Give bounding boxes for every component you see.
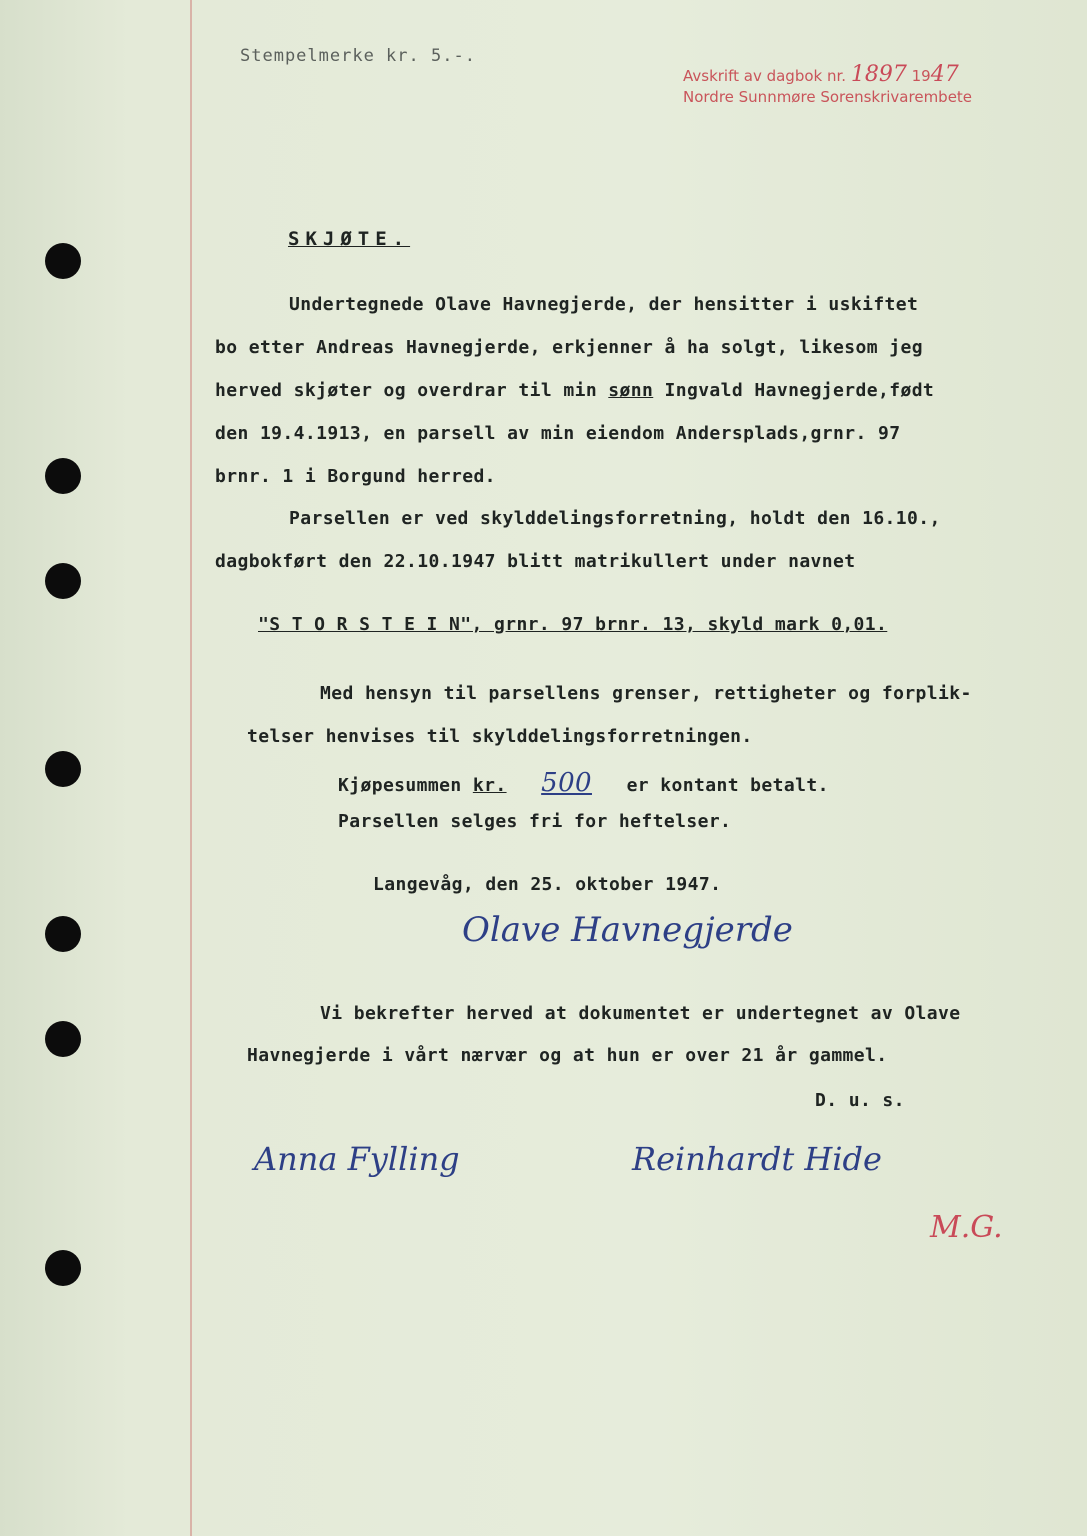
punch-hole (45, 751, 81, 787)
property-name-line: "S T O R S T E I N", grnr. 97 brnr. 13, skyld mark 0,01. (258, 614, 888, 635)
body-line: Parsellen er ved skylddelingsforretning, holdt den 16.10., (289, 508, 941, 529)
registry-office: Nordre Sunnmøre Sorenskrivarembete (683, 88, 973, 106)
punch-hole (45, 243, 81, 279)
body-line: den 19.4.1913, en parsell av min eiendom Andersplads,grnr. 97 (215, 423, 901, 444)
body-text: Ingvald Havnegjerde,født (653, 380, 935, 401)
body-line: Vi bekrefter herved at dokumentet er undertegnet av Olave (320, 1003, 961, 1024)
body-line: telser henvises til skylddelingsforretningen. (247, 726, 753, 747)
punch-hole (45, 1021, 81, 1057)
body-line: Parsellen selges fri for heftelser. (338, 811, 732, 832)
registry-stamp-line1 (683, 62, 959, 87)
clerk-initials: M.G. (930, 1210, 1003, 1245)
registry-year-suffix: 47 (930, 62, 959, 87)
stamp-duty-note: Stempelmerke kr. 5.-. (240, 46, 476, 66)
registry-label: Avskrift av dagbok nr. (683, 67, 847, 85)
body-text: herved skjøter og overdrar til min (215, 380, 609, 401)
body-line: Havnegjerde i vårt nærvær og at hun er over 21 år gammel. (247, 1045, 888, 1066)
body-line: Undertegnede Olave Havnegjerde, der hensitter i uskiftet (289, 294, 919, 315)
punch-hole (45, 916, 81, 952)
document-title: SKJØTE. (288, 228, 411, 250)
closing-abbrev: D. u. s. (815, 1090, 905, 1111)
seller-signature: Olave Havnegjerde (462, 910, 793, 950)
body-text: Kjøpesummen (338, 775, 473, 796)
body-line: brnr. 1 i Borgund herred. (215, 466, 496, 487)
body-line: dagbokført den 22.10.1947 blitt matrikullert under navnet (215, 551, 856, 572)
punch-hole (45, 1250, 81, 1286)
punch-hole (45, 563, 81, 599)
body-text: er kontant betalt. (626, 775, 829, 796)
body-line: Med hensyn til parsellens grenser, rettigheter og forplik- (320, 683, 972, 704)
registry-year-prefix: 19 (911, 67, 931, 85)
purchase-price-line (338, 768, 829, 798)
registry-number: 1897 (850, 62, 907, 87)
margin-rule (190, 0, 192, 1536)
body-line: bo etter Andreas Havnegjerde, erkjenner å ha solgt, likesom jeg (215, 337, 923, 358)
witness-signature-1: Anna Fylling (254, 1140, 460, 1178)
purchase-amount: 500 (541, 768, 592, 798)
currency-label: kr. (472, 775, 507, 796)
punch-hole (45, 458, 81, 494)
place-date-line: Langevåg, den 25. oktober 1947. (373, 874, 722, 895)
body-line (215, 380, 934, 401)
underlined-word: sønn (608, 380, 654, 401)
witness-signature-2: Reinhardt Hide (632, 1140, 882, 1178)
